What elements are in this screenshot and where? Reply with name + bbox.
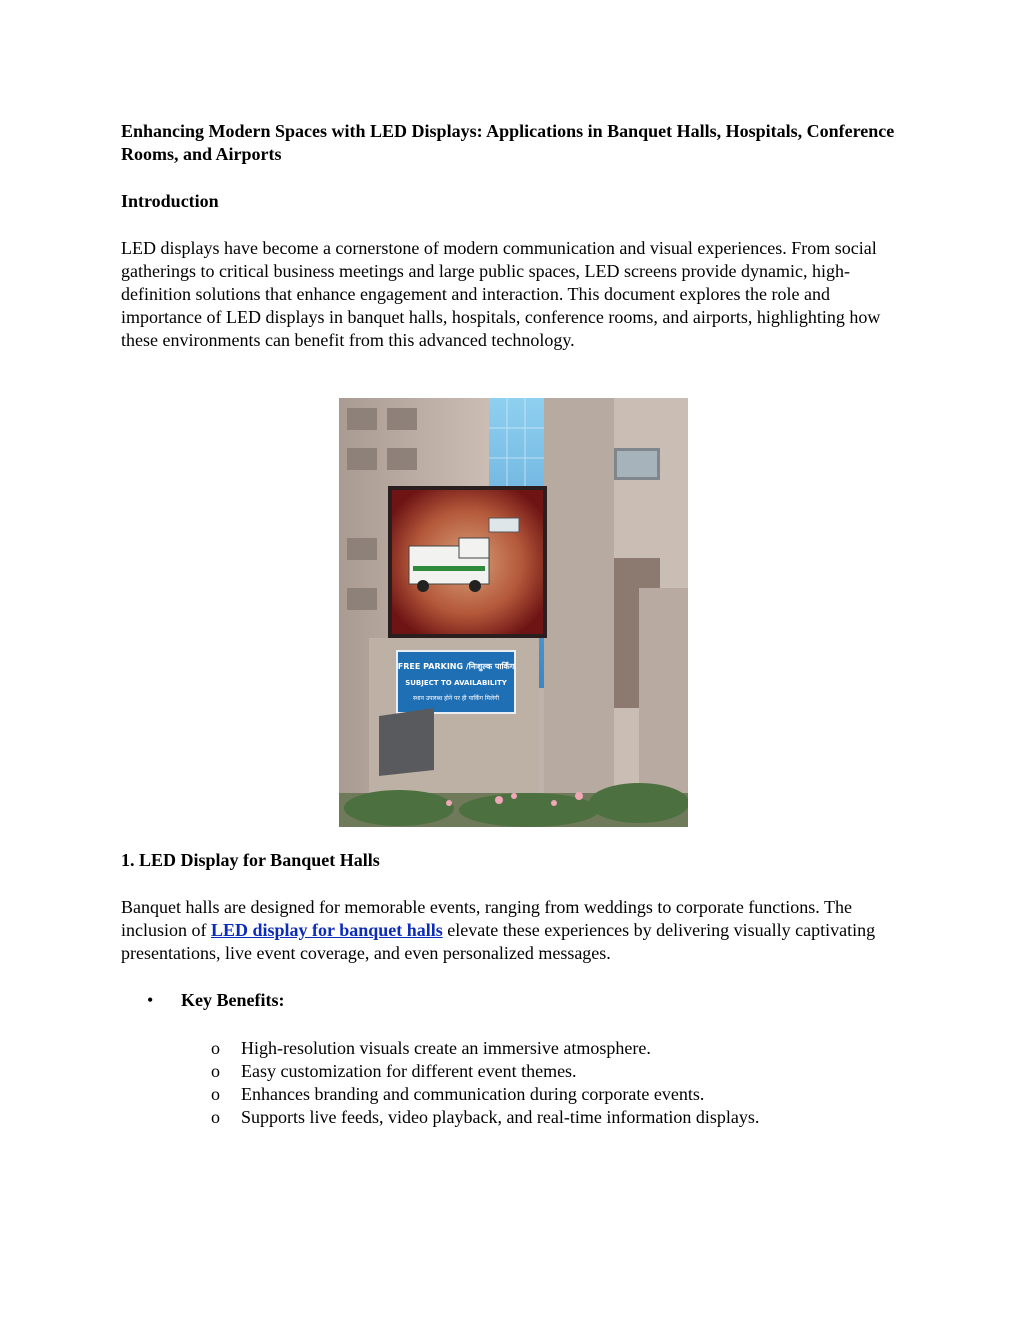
parking-sign-line-2: SUBJECT TO AVAILABILITY xyxy=(405,679,507,687)
benefit-text: High-resolution visuals create an immersive atmosphere. xyxy=(241,1038,651,1058)
led-screen-photo xyxy=(339,398,688,827)
sub-bullet-icon: o xyxy=(211,1107,220,1127)
parking-sign-line-3: स्थान उपलब्ध होने पर ही पार्किंग मिलेगी xyxy=(412,695,500,702)
sub-bullet-icon: o xyxy=(211,1038,220,1058)
sub-bullet-icon: o xyxy=(211,1061,220,1081)
introduction-paragraph: LED displays have become a cornerstone of modern communication and visual experiences. From social gatherings to critical business meetings and large public spaces, LED screens provide dynamic, high-definition solutions that enhance engagement and interaction. This document explores the role and importance of LED displays in banquet halls, hospitals, conference rooms, and airports, highlighting how these environments can benefit from this advanced technology. xyxy=(121,238,881,350)
introduction-heading: Introduction xyxy=(121,191,219,211)
section-banquet-paragraph xyxy=(121,896,911,965)
benefit-text: Supports live feeds, video playback, and real-time information displays. xyxy=(241,1107,760,1127)
paragraph-text-after-link: elevate these experiences by delivering visually captivating presentations, live event coverage, and even personalized messages. xyxy=(121,920,876,963)
parking-sign-line-1: FREE PARKING /निःशुल्क पार्किंग xyxy=(397,662,515,671)
document-title: Enhancing Modern Spaces with LED Displays: Applications in Banquet Halls, Hospitals, Conference Rooms, and Airports xyxy=(121,121,895,164)
benefit-text: Enhances branding and communication during corporate events. xyxy=(241,1084,705,1104)
bullet-icon: • xyxy=(147,990,154,1010)
section-banquet-heading: 1. LED Display for Banquet Halls xyxy=(121,850,380,870)
sub-bullet-icon: o xyxy=(211,1084,220,1104)
led-banquet-halls-link[interactable]: LED display for banquet halls xyxy=(211,920,443,940)
paragraph-text-before-link: Banquet halls are designed for memorable events, ranging from weddings to corporate functions. The inclusion of xyxy=(121,897,852,940)
key-benefits-label: Key Benefits: xyxy=(181,990,285,1010)
benefit-text: Easy customization for different event themes. xyxy=(241,1061,577,1081)
